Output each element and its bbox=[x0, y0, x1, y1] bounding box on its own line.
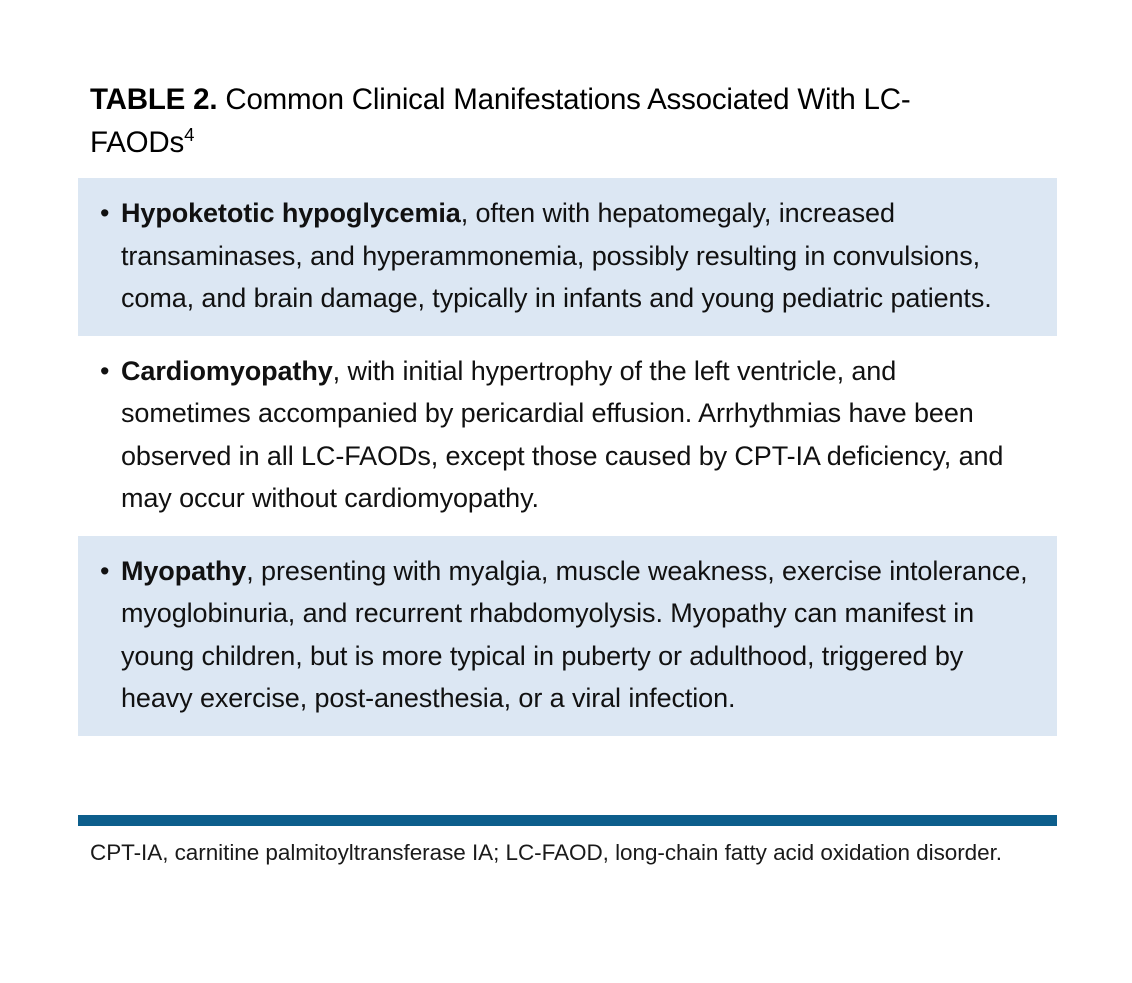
list-item-body: , with initial hypertrophy of the left ventricle, and sometimes accompanied by pericardial effusion. Arrhythmias have been observed in all LC-FAODs, except those caused by CPT-IA deficiency, and may occur without cardiomyopathy. bbox=[121, 355, 1004, 513]
list-item-lead: Cardiomyopathy bbox=[121, 355, 333, 386]
table-number-label: TABLE 2. bbox=[90, 83, 218, 116]
table-row bbox=[78, 336, 1057, 536]
list-item-body: , presenting with myalgia, muscle weakness, exercise intolerance, myoglobinuria, and recurrent rhabdomyolysis. Myopathy can manifest in young children, but is more typical in puberty or adulthood, triggered by heavy exercise, post-anesthesia, or a viral infection. bbox=[121, 555, 1028, 713]
list-item-lead: Myopathy bbox=[121, 555, 247, 586]
reference-superscript: 4 bbox=[184, 124, 195, 146]
list-item-text bbox=[121, 350, 1029, 520]
table-body bbox=[78, 178, 1057, 736]
table-title bbox=[90, 78, 1010, 164]
table-footnote: CPT-IA, carnitine palmitoyltransferase IA; LC-FAOD, long-chain fatty acid oxidation disorder. bbox=[90, 840, 1003, 865]
list-item-text bbox=[121, 192, 1029, 320]
list-item bbox=[100, 350, 1029, 520]
list-item-body: , often with hepatomegaly, increased transaminases, and hyperammonemia, possibly resulting in convulsions, coma, and brain damage, typically in infants and young pediatric patients. bbox=[121, 198, 992, 313]
bullet-icon: • bbox=[100, 555, 110, 586]
list-item-text bbox=[121, 550, 1029, 720]
table-title-text: Common Clinical Manifestations Associated With LC-FAODs bbox=[90, 83, 911, 159]
bullet-icon: • bbox=[100, 198, 110, 228]
list-item bbox=[100, 550, 1029, 720]
list-item bbox=[100, 192, 1029, 320]
list-item-lead: Hypoketotic hypoglycemia bbox=[121, 198, 461, 228]
table-row bbox=[78, 178, 1057, 336]
table-bottom-rule bbox=[78, 815, 1057, 826]
bullet-icon: • bbox=[100, 355, 110, 386]
table-row bbox=[78, 536, 1057, 736]
